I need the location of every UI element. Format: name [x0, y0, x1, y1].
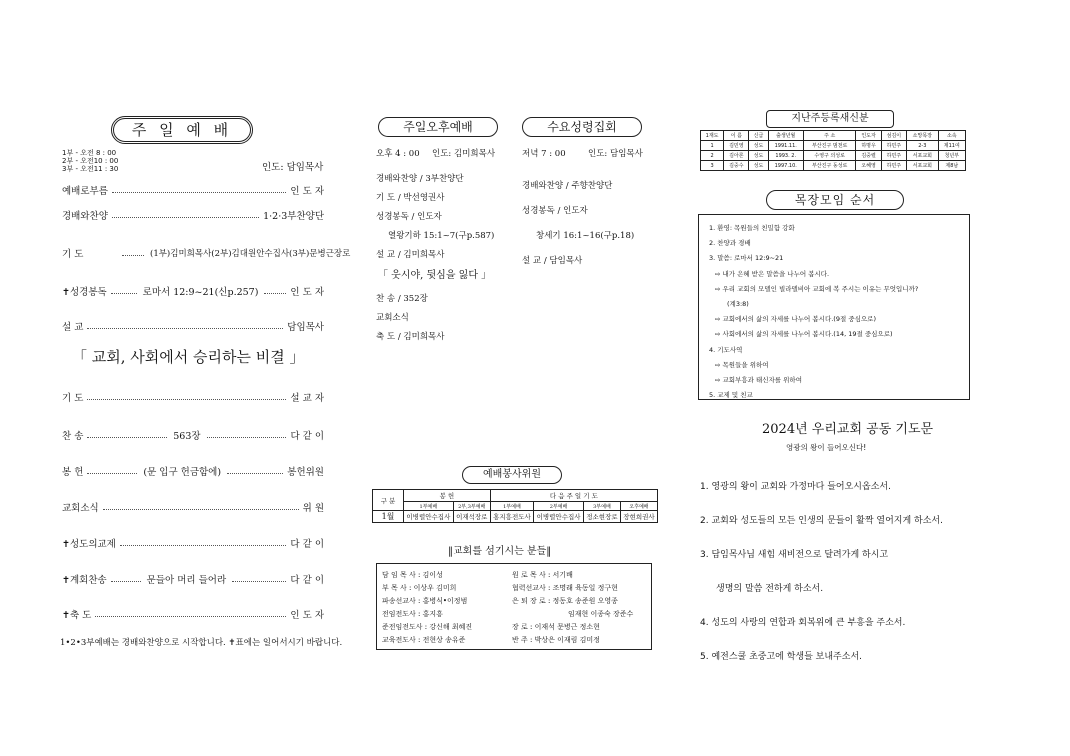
wednesday-leader: 인도: 담임목사 — [588, 149, 643, 159]
servant-row: 담 임 목 사 : 김이성 — [382, 571, 443, 579]
table-cell: 3 — [701, 161, 724, 171]
table-cell: 김중렬 — [856, 151, 881, 161]
cell-item: ⇨ 사회에서의 삶의 자세를 나누어 봅시다.(14, 19절 중심으로) — [715, 330, 893, 339]
cell-item: 2. 찬양과 경배 — [709, 239, 751, 248]
servant-row: 전임전도사 : 홍지흥 — [382, 610, 443, 618]
order-row: 경배와찬양 1·2·3부찬양단 — [62, 211, 324, 222]
prayer-item: 3. 담임목사님 새힘 새비전으로 달려가게 하시고 — [700, 550, 889, 560]
afternoon-row: 축 도 / 김미희목사 — [376, 332, 445, 342]
table-cell: 1 — [701, 141, 724, 151]
sunday-worship-title: 주 일 예 배 — [111, 116, 253, 144]
table-header: 다 음 주 일 기 도 — [490, 490, 657, 502]
table-subheader: 1부예배 — [404, 502, 454, 511]
cell-meeting-title: 목장모임 순서 — [766, 190, 904, 210]
afternoon-row: 찬 송 / 352장 — [376, 294, 428, 304]
table-cell: 김아론 — [724, 151, 749, 161]
order-row: 봉 헌 (문 입구 헌금함에) 봉헌위원 — [62, 467, 324, 478]
wednesday-time: 저녁 7 : 00 — [522, 149, 566, 159]
order-row: 기 도 설 교 자 — [62, 393, 324, 404]
table-cell: 1993. 2. — [768, 151, 803, 161]
table-cell: 2 — [701, 151, 724, 161]
wednesday-row: 성경봉독 / 인도자 — [522, 206, 588, 216]
time-2: 2부 - 오전10 : 00 — [62, 157, 119, 165]
servant-row: 교육전도사 : 전현상 송유준 — [382, 636, 466, 644]
table-header: 소속 — [938, 131, 965, 141]
wednesday-row: 설 교 / 담임목사 — [522, 256, 583, 266]
prayer-title: 2024년 우리교회 공동 기도문 — [762, 422, 934, 437]
table-cell: 서포교회 — [907, 151, 939, 161]
time-3: 3부 - 오전11 : 30 — [62, 165, 119, 173]
table-cell: 성도 — [749, 141, 768, 151]
table-header: 신급 — [749, 131, 768, 141]
table-subheader: 2부예배 — [534, 502, 584, 511]
footnote: 1•2•3부예배는 경배와찬양으로 시작합니다. ✝표에는 일어서시기 바랍니다. — [60, 638, 343, 648]
afternoon-row: 성경봉독 / 인도자 — [376, 212, 442, 222]
afternoon-rows — [376, 170, 494, 265]
afternoon-row: 기 도 / 박선영권사 — [376, 193, 445, 203]
service-committee-title: 예배봉사위원 — [462, 466, 562, 484]
time-1: 1부 - 오전 8 : 00 — [62, 149, 117, 157]
order-row: 찬 송 563장 다 같 이 — [62, 431, 325, 442]
table-cell: 이병렬안수집사 — [404, 511, 454, 523]
table-cell: 김민영 — [724, 141, 749, 151]
table-subheader: 오후예배 — [620, 502, 657, 511]
cell-item: ⇨ 교회부흥과 태신자를 위하여 — [715, 376, 802, 385]
cell-item: 4. 기도사역 — [709, 345, 743, 354]
order-row: ✝계회찬송 문들아 머리 들어라 다 같 이 — [62, 575, 324, 586]
table-cell: 1991.11. — [768, 141, 803, 151]
servant-row: 준전임전도사 : 강신해 최혜진 — [382, 623, 473, 631]
table-header: 주 소 — [803, 131, 855, 141]
table-cell: 이병렬안수집사 — [534, 511, 584, 523]
servants-left — [382, 569, 472, 647]
cell-item: ⇨ 목원들을 위하여 — [715, 360, 769, 369]
cell-item: 1. 환영: 목원들의 친밀함 강화 — [709, 224, 795, 232]
newfamily-title: 지난주등록새신분 — [766, 110, 894, 128]
afternoon-row: 설 교 / 김미희목사 — [376, 250, 445, 260]
cell-item: 3. 말씀: 로마서 12:9~21 — [709, 254, 784, 263]
servant-row: 부 목 사 : 이상우 김미희 — [382, 584, 457, 592]
newfamily-table — [700, 130, 966, 171]
prayer-list — [700, 470, 943, 674]
servant-row: 임재현 이종숙 장준수 — [568, 610, 634, 618]
table-cell: 정소현장로 — [583, 511, 620, 523]
table-cell: 성도 — [749, 161, 768, 171]
table-header: 봉 헌 — [404, 490, 491, 502]
order-row: ✝축 도 인 도 자 — [62, 610, 324, 621]
afternoon-row: 열왕기하 15:1~7(구p.587) — [388, 231, 495, 241]
prayer-item: 1. 영광의 왕이 교회와 가정마다 들어오시옵소서. — [700, 482, 891, 492]
order-row: ✝성도의교제 다 같 이 — [62, 539, 324, 550]
sermon-title: 「 교회, 사회에서 승리하는 비결 」 — [72, 348, 305, 366]
afternoon-time: 오후 4 : 00 — [376, 149, 420, 159]
leader-label: 인도: 담임목사 — [262, 162, 324, 173]
table-header: 인도자 — [856, 131, 881, 141]
servant-row: 장 로 : 이재석 문병근 정소현 — [512, 623, 600, 631]
table-cell: 청년부 — [938, 151, 965, 161]
table-header: 구 분 — [373, 490, 404, 511]
wednesday-row: 창세기 16:1~16(구p.18) — [536, 231, 635, 241]
order-row: 기 도 (1부)김미희목사(2부)김대원안수집사(3부)문병근장로 — [62, 249, 351, 260]
table-cell: 하명우 — [856, 141, 881, 151]
table-cell: 수영구 의성로 — [803, 151, 855, 161]
table-subheader: 1부예배 — [490, 502, 533, 511]
table-subheader: 2부,3부예배 — [453, 502, 490, 511]
cell-item: ⇨ 교회에서의 삶의 자세를 나누어 봅시다.(9절 중심으로) — [715, 315, 876, 324]
table-header: 1재도 — [701, 131, 724, 141]
servant-row: 반 주 : 박상은 이재림 김미정 — [512, 636, 600, 644]
table-cell: 김중수 — [724, 161, 749, 171]
afternoon-row: 교회소식 — [376, 313, 409, 323]
order-row: 교회소식 위 원 — [62, 503, 324, 514]
servant-row: 협력선교사 : 조명래 육동일 정구현 — [512, 584, 618, 592]
afternoon-sermon: 「 웃시야, 뒷심을 잃다 」 — [378, 270, 492, 281]
wednesday-row: 경배와찬양 / 주향찬양단 — [522, 181, 613, 191]
cell-item: 5. 교제 및 친교 — [709, 391, 753, 400]
order-row: 예배로부름 인 도 자 — [62, 186, 324, 197]
table-cell: 성도 — [749, 151, 768, 161]
table-cell: 오혜영 — [856, 161, 881, 171]
wednesday-rows — [522, 174, 634, 274]
servant-row: 은 퇴 장 로 : 정동호 송준원 오영종 — [512, 597, 618, 605]
table-cell: 제8남 — [938, 161, 965, 171]
service-committee-table — [372, 489, 658, 523]
table-cell: 부산진구 범천로 — [803, 141, 855, 151]
table-header: 출생년월 — [768, 131, 803, 141]
table-cell: 1월 — [373, 511, 404, 523]
servants-right — [512, 569, 633, 647]
table-subheader: 3부예배 — [583, 502, 620, 511]
afternoon-row: 경배와찬양 / 3부찬양단 — [376, 174, 464, 184]
prayer-item: 4. 성도의 사랑의 연합과 회복위에 큰 부흥을 주소서. — [700, 618, 906, 628]
afternoon-title: 주일오후예배 — [378, 117, 498, 137]
prayer-item: 2. 교회와 성도들의 모든 인생의 문들이 활짝 열어지게 하소서. — [700, 516, 943, 526]
servant-row: 원 로 목 사 : 서기배 — [512, 571, 573, 579]
table-cell: 부산진구 동성로 — [803, 161, 855, 171]
wednesday-title: 수요성령집회 — [522, 117, 642, 137]
cell-item: ⇨ 내가 은혜 받은 말씀을 나누어 봅시다. — [715, 269, 830, 278]
table-cell: 1997.10. — [768, 161, 803, 171]
servants-title: ‖교회를 섬기시는 분들‖ — [448, 546, 552, 557]
prayer-item: 생명의 말씀 전하게 하소서. — [716, 584, 824, 594]
table-cell: 하민주 — [881, 161, 906, 171]
table-header: 이 름 — [724, 131, 749, 141]
afternoon-leader: 인도: 김미희목사 — [432, 149, 496, 159]
service-times — [62, 149, 118, 173]
servant-row: 파송선교사 : 홍병식•이정범 — [382, 597, 468, 605]
table-cell: 제11여 — [938, 141, 965, 151]
table-cell: 하민주 — [881, 141, 906, 151]
cell-item: ⇨ 우리 교회의 모델인 빌라델비아 교회에 복 주시는 이유는 무엇입니까? — [715, 284, 919, 293]
cell-meeting-box — [698, 214, 970, 400]
table-cell: 2-3 — [907, 141, 939, 151]
table-cell: 이재석장로 — [453, 511, 490, 523]
table-header: 소망목장 — [907, 131, 939, 141]
prayer-item: 5. 예전스쿨 초중고에 학생들 보내주소서. — [700, 652, 862, 662]
prayer-subtitle: 영광의 왕이 들어오신다! — [786, 443, 867, 452]
table-header: 섬김이 — [881, 131, 906, 141]
order-row: 설 교 담임목사 — [62, 322, 324, 333]
table-cell: 장현희권사 — [620, 511, 657, 523]
cell-item: (계3:8) — [727, 300, 749, 309]
table-cell: 홍지흥전도사 — [490, 511, 533, 523]
order-row: ✝성경봉독 로마서 12:9~21(신p.257) 인 도 자 — [62, 287, 324, 298]
table-cell: 하민주 — [881, 151, 906, 161]
table-cell: 서포교회 — [907, 161, 939, 171]
afternoon-rows2 — [376, 290, 444, 347]
